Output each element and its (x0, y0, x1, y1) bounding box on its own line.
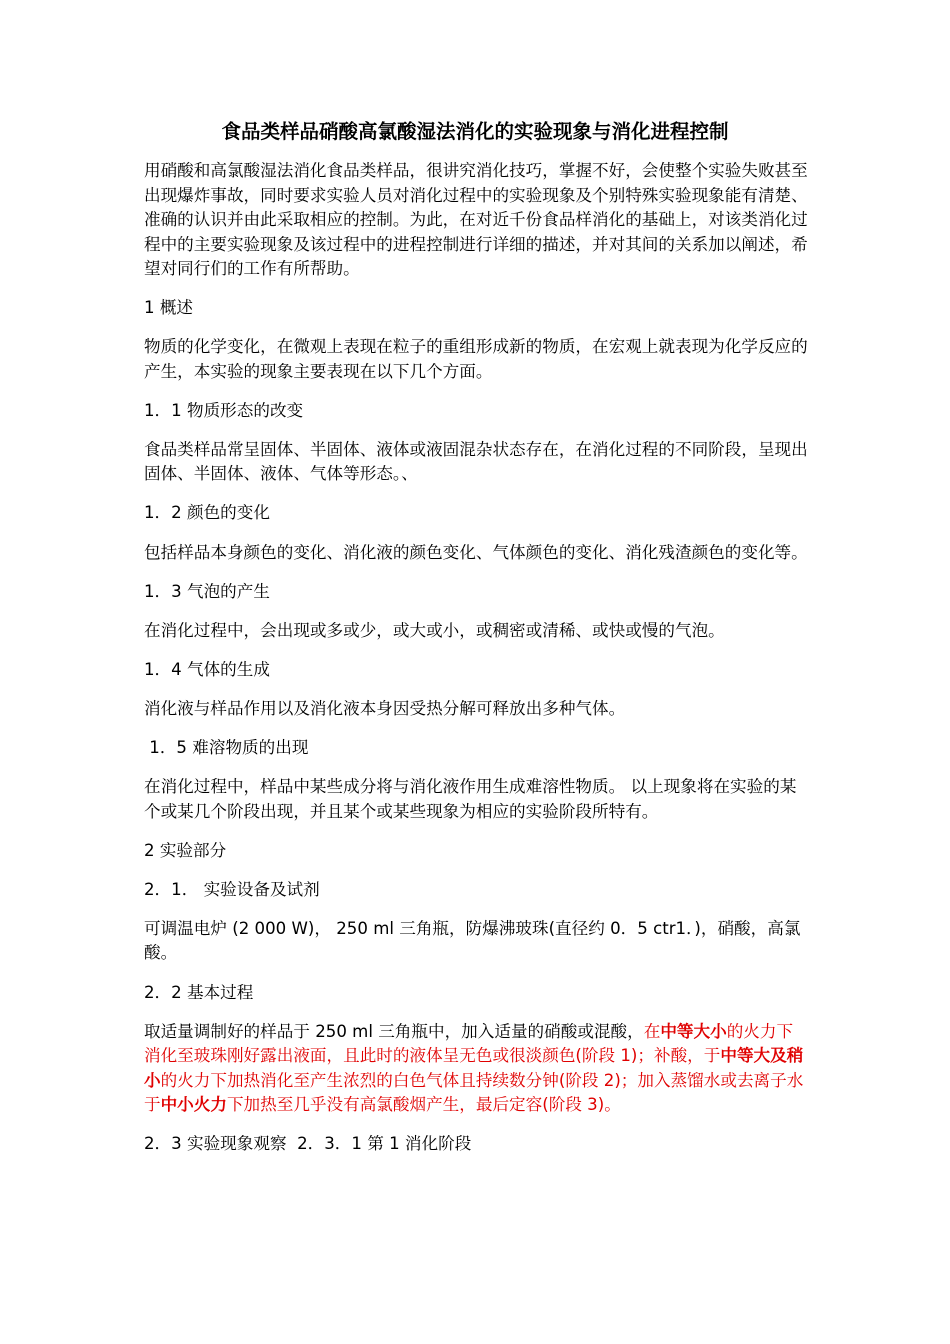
section-1-3-heading: 1．3 气泡的产生 (144, 581, 270, 601)
section-2-2-text (144, 1020, 808, 1118)
intro-paragraph: 用硝酸和高氯酸湿法消化食品类样品，很讲究消化技巧，掌握不好，会使整个实验失败甚至出现爆炸事故，同时要求实验人员对消化过程中的实验现象及个别特殊实验现象能有清楚、准确的认识并由此采取相应的控制。为此，在对近千份食品样消化的基础上，对该类消化过程中的主要实验现象及该过程中的进程控制进行详细的描述，并对其间的关系加以阐述，希望对同行们的工作有所帮助。 (144, 161, 808, 278)
section-1-heading: 1 概述 (144, 298, 194, 318)
section-1-5-text: 在消化过程中，样品中某些成分将与消化液作用生成难溶性物质。 以上现象将在实验的某个或某几个阶段出现，并且某个或某些现象为相应的实验阶段所特有。 (144, 777, 797, 821)
heat-level-medium-low: 中等大及稍小 (144, 1046, 804, 1090)
section-1-4-heading: 1．4 气体的生成 (144, 659, 270, 679)
section-1-text: 物质的化学变化，在微观上表现在粒子的重组形成新的物质，在宏观上就表现为化学反应的产生，本实验的现象主要表现在以下几个方面。 (144, 337, 808, 381)
section-2-1-heading: 2．1． 实验设备及试剂 (144, 879, 320, 899)
section-1-1-text: 食品类样品常呈固体、半固体、液体或液固混杂状态存在，在消化过程的不同阶段，呈现出固体、半固体、液体、气体等形态。、 (144, 439, 808, 484)
heat-level-medium: 中等大小 (660, 1021, 727, 1041)
section-1-2-heading: 1．2 颜色的变化 (144, 503, 270, 523)
section-2-1-text: 可调温电炉 (2 000 W)， 250 ml 三角瓶，防爆沸玻珠(直径约 0．5 ctr1．)，硝酸，高氯酸。 (144, 918, 801, 963)
document-body (144, 159, 808, 1171)
section-1-5-heading: 1．5 难溶物质的出现 (144, 738, 309, 758)
procedure-text: 取适量调制好的样品于 250 ml 三角瓶中，加入适量的硝酸或混酸， (144, 1021, 644, 1041)
section-2-2-heading: 2．2 基本过程 (144, 982, 254, 1002)
section-1-1-heading: 1．1 物质形态的改变 (144, 400, 304, 420)
section-2-heading: 2 实验部分 (144, 840, 227, 860)
procedure-highlight: 在中等大小的火力下消化至玻珠刚好露出液面，且此时的液体呈无色或很淡颜色(阶段 1)；补酸，于中等大及稍小的火力下加热消化至产生浓烈的白色气体且持续数分钟(阶段 2)；加入蒸馏水或去离子水于中小火力下加热至几乎没有高氯酸烟产生，最后定容(阶段 3)。 (144, 1021, 804, 1115)
document-title: 食品类样品硝酸高氯酸湿法消化的实验现象与消化进程控制 (221, 120, 729, 143)
section-2-3-heading: 2．3 实验现象观察 2．3．1 第 1 消化阶段 (144, 1134, 472, 1154)
section-1-4-text: 消化液与样品作用以及消化液本身因受热分解可释放出多种气体。 (144, 698, 626, 718)
section-1-3-text: 在消化过程中，会出现或多或少，或大或小，或稠密或清稀、或快或慢的气泡。 (144, 620, 725, 640)
heat-level-low: 中小火力 (160, 1095, 227, 1115)
section-1-2-text: 包括样品本身颜色的变化、消化液的颜色变化、气体颜色的变化、消化残渣颜色的变化等。 (144, 542, 808, 562)
